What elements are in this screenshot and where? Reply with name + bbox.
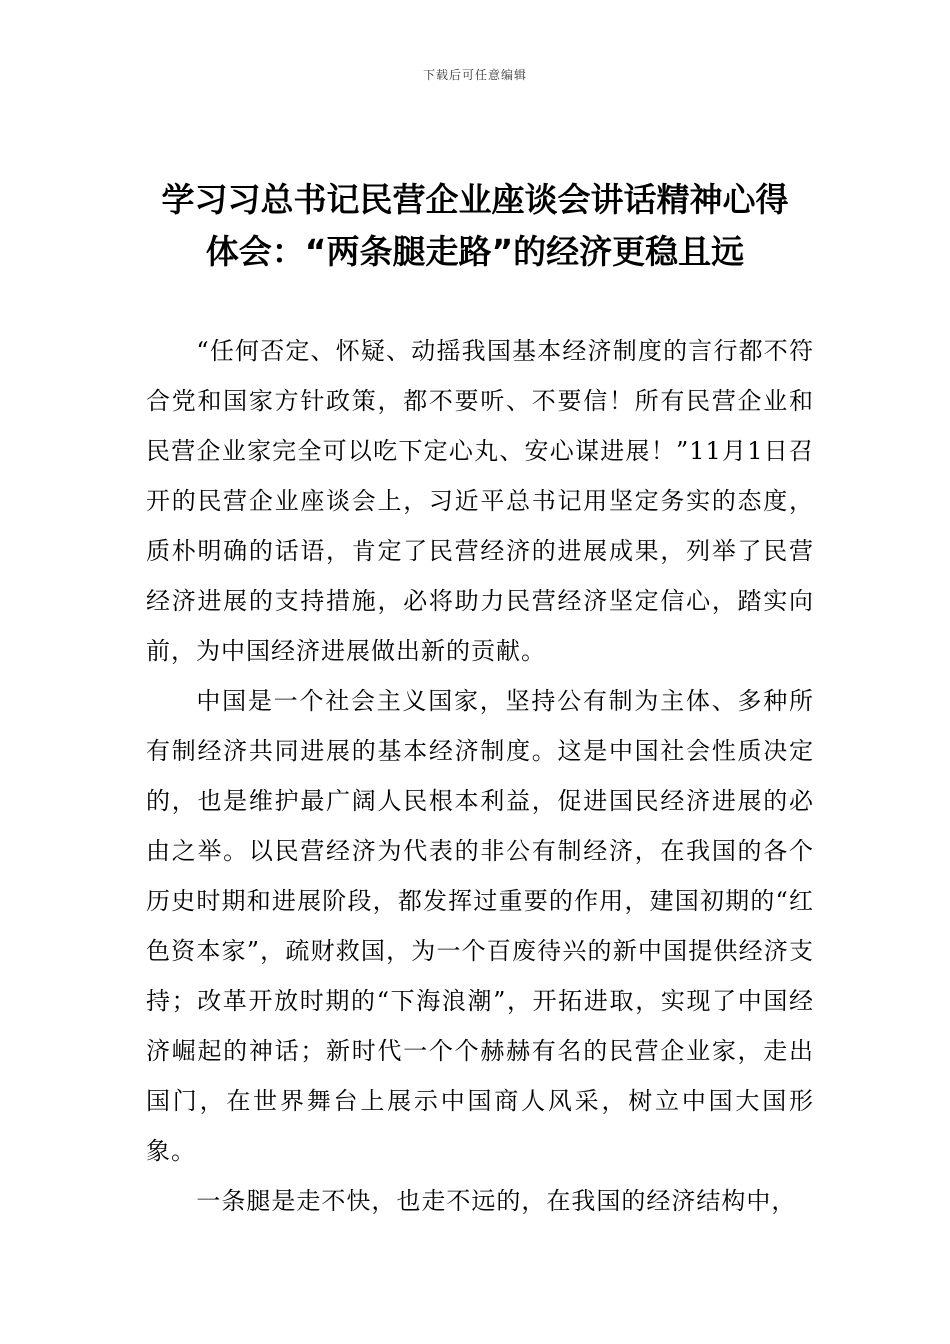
document-title: 学习习总书记民营企业座谈会讲话精神心得体会：“两条腿走路”的经济更稳且远 [161, 180, 789, 271]
paragraph-2: 中国是一个社会主义国家，坚持公有制为主体、多种所有制经济共同进展的基本经济制度。这是中国社会性质决定的，也是维护最广阔人民根本利益，促进国民经济进展的必由之举。以民营经济为代表的非公有制经济，在我国的各个历史时期和进展阶段，都发挥过重要的作用，建国初期的“红色资本家”，疏财救国，为一个百废待兴的新中国提供经济支持；改革开放时期的“下海浪潮”，开拓进取，实现了中国经济崛起的神话；新时代一个个赫赫有名的民营企业家，走出国门，在世界舞台上展示中国商人风采，树立中国大国形象。 [146, 687, 814, 1165]
document-body [146, 326, 814, 1226]
paragraph-3: 一条腿是走不快，也走不远的，在我国的经济结构中， [196, 1187, 797, 1215]
header-note: 下载后可任意编辑 [422, 68, 527, 82]
paragraph-1: “任何否定、怀疑、动摇我国基本经济制度的言行都不符合党和国家方针政策，都不要听、不要信！所有民营企业和民营企业家完全可以吃下定心丸、安心谋进展！”11月1日召开的民营企业座谈会上，习近平总书记用坚定务实的态度，质朴明确的话语，肯定了民营经济的进展成果，列举了民营经济进展的支持措施，必将助力民营经济坚定信心，踏实向前，为中国经济进展做出新的贡献。 [146, 337, 814, 665]
